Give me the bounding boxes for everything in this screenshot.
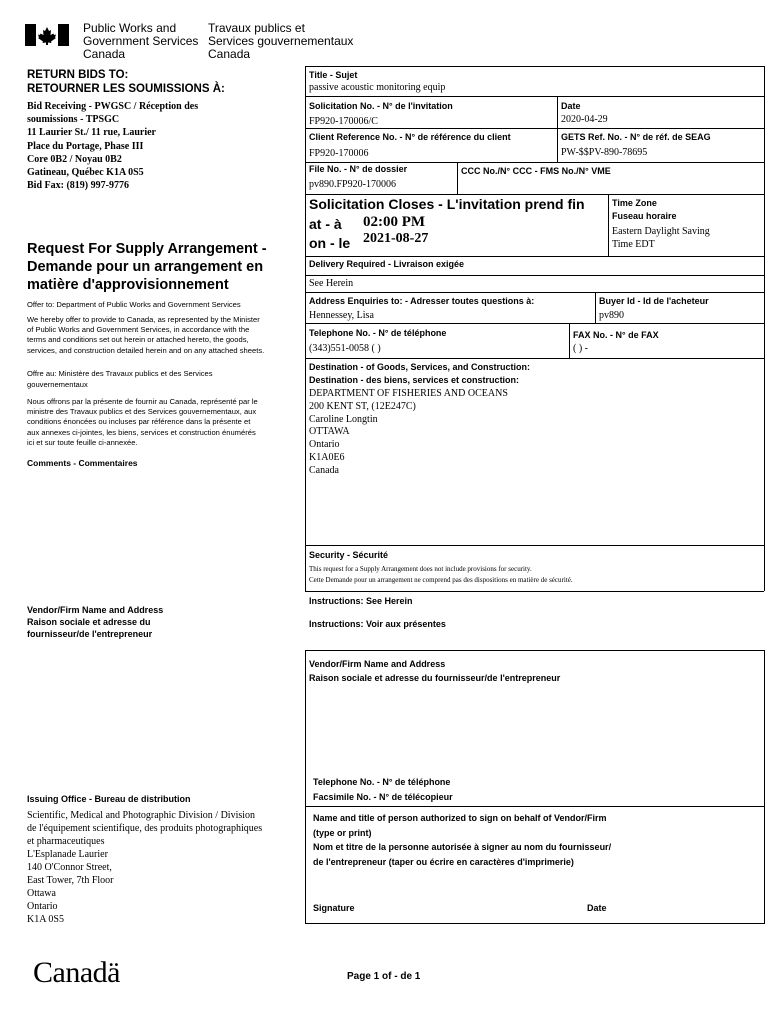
security-text: This request for a Supply Arrangement does not include provisions for security. Cette Demande pour un arrangement ne comprend pas des dispositions en matière de sécurité. xyxy=(309,565,573,584)
title-value: passive acoustic monitoring equip xyxy=(309,82,446,93)
instructions-en: Instructions: See Herein xyxy=(309,596,413,606)
client-ref-label: Client Reference No. - N° de référence du client xyxy=(309,132,511,142)
date-label: Date xyxy=(561,101,581,111)
return-bids-address: Bid Receiving - PWGSC / Réception des soumissions - TPSGC 11 Laurier St./ 11 rue, Laurier Place du Portage, Phase III Core 0B2 / Noyau 0B2 Gatineau, Québec K1A 0S5 Bid Fax: (819) 997-9776 xyxy=(27,101,199,192)
gets-ref-value: PW-$$PV-890-78695 xyxy=(561,147,648,158)
signature-label[interactable]: Signature xyxy=(313,903,355,913)
ccc-label: CCC No./N° CCC - FMS No./N° VME xyxy=(461,166,611,176)
canada-wordmark xyxy=(33,956,120,990)
date-value: 2020-04-29 xyxy=(561,114,608,125)
telephone-value: (343)551-0058 ( ) xyxy=(309,343,381,354)
vendor-telephone-label[interactable]: Telephone No. - N° de téléphone xyxy=(313,777,451,787)
destination-value: DEPARTMENT OF FISHERIES AND OCEANS 200 KENT ST, (12E247C) Caroline Longtin OTTAWA Ontario K1A0E6 Canada xyxy=(309,388,508,476)
security-label: Security - Sécurité xyxy=(309,550,389,560)
delivery-label: Delivery Required - Livraison exigée xyxy=(309,259,465,269)
solicitation-label: Solicitation No. - N° de l'invitation xyxy=(309,101,453,111)
file-no-value: pv890.FP920-170006 xyxy=(309,179,396,190)
department-name-en-line: Public Works and xyxy=(83,21,177,35)
offer-en-text: We hereby offer to provide to Canada, as represented by the Minister of Public Works and Government Services, in accordance with the terms and conditions set out herein or attached hereto, the goods, services, and construction detailed herein and on any attached sheets. xyxy=(27,315,265,355)
destination-label: Destination - of Goods, Services, and Construction: Destination - des biens, services et construction: xyxy=(309,362,531,385)
closes-at-value: 02:00 PM xyxy=(363,214,426,230)
closes-on-label: on - le xyxy=(309,235,351,251)
department-name-fr-line: Services gouvernementaux xyxy=(208,34,354,48)
delivery-value: See Herein xyxy=(309,278,354,289)
closes-at-label: at - à xyxy=(309,216,342,232)
client-ref-value: FP920-170006 xyxy=(309,148,369,159)
offer-en-label: Offer to: Department of Public Works and Government Services xyxy=(27,300,241,309)
title-label: Title - Sujet xyxy=(309,70,358,80)
department-name-fr xyxy=(208,22,353,61)
comments-label: Comments - Commentaires xyxy=(27,458,138,468)
offer-fr-label: Offre au: Ministère des Travaux publics et des Services gouvernementaux xyxy=(27,369,213,389)
department-name-en xyxy=(83,22,198,61)
issuing-office-address: Scientific, Medical and Photographic Division / Division de l'équipement scientifique, des produits photographiques et pharmaceutiques L'Esplanade Laurier 140 O'Connor Street, East Tower, 7th Floor Ottawa Ontario K1A 0S5 xyxy=(27,810,263,925)
buyer-id-label: Buyer Id - Id de l'acheteur xyxy=(599,296,709,306)
fax-value: ( ) - xyxy=(573,343,588,354)
closes-on-value: 2021-08-27 xyxy=(363,231,429,246)
department-name-en-line: Government Services xyxy=(83,34,199,48)
address-enquiries-label: Address Enquiries to: - Adresser toutes questions à: xyxy=(309,296,535,306)
gets-ref-label: GETS Ref. No. - N° de réf. de SEAG xyxy=(561,132,711,142)
fax-label: FAX No. - N° de FAX xyxy=(573,330,659,340)
time-zone-value: Eastern Daylight Saving Time EDT xyxy=(612,226,710,250)
solicitation-closes-label: Solicitation Closes - L'invitation prend fin xyxy=(309,196,585,212)
issuing-office-label: Issuing Office - Bureau de distribution xyxy=(27,794,191,804)
instructions-fr: Instructions: Voir aux présentes xyxy=(309,619,446,629)
offer-fr-text: Nous offrons par la présente de fournir au Canada, représenté par le ministre des Travaux publics et des Services gouvernementaux, aux conditions énoncées ou incluses par référence dans la présente et aux annexes ci-jointes, les biens, services et construction énumérés ici et sur toute feuille ci-annexée. xyxy=(27,397,258,447)
address-enquiries-value: Hennessey, Lisa xyxy=(309,310,374,321)
return-bids-heading xyxy=(27,68,225,96)
canada-flag-icon xyxy=(25,24,69,46)
department-name-fr-line: Travaux publics et xyxy=(208,21,305,35)
time-zone-label: Time Zone Fuseau horaire xyxy=(612,198,677,221)
vendor-facsimile-label[interactable]: Facsimile No. - N° de télécopieur xyxy=(313,792,453,802)
vendor-signature-box xyxy=(305,650,765,924)
telephone-label: Telephone No. - N° de téléphone xyxy=(309,328,447,338)
solicitation-value: FP920-170006/C xyxy=(309,116,378,127)
buyer-id-value: pv890 xyxy=(599,310,624,321)
department-name-fr-line: Canada xyxy=(208,47,251,61)
vendor-firm-label: Vendor/Firm Name and Address Raison sociale et adresse du fournisseur/de l'entrepreneur xyxy=(27,605,164,639)
page-number: Page 1 of - de 1 xyxy=(347,971,421,982)
vendor-box-label[interactable]: Vendor/Firm Name and Address Raison sociale et adresse du fournisseur/de l'entrepreneur xyxy=(309,659,561,683)
return-bids-title-en: RETURN BIDS TO: xyxy=(27,69,129,81)
canada-wordmark-text: Canadä xyxy=(33,956,120,989)
return-bids-title-fr: RETOURNER LES SOUMISSIONS À: xyxy=(27,83,225,95)
request-title: Request For Supply Arrangement - Demande pour un arrangement en matière d'approvisionnement xyxy=(27,241,267,293)
file-no-label: File No. - N° de dossier xyxy=(309,164,408,174)
authorized-name-title-label[interactable]: Name and title of person authorized to sign on behalf of Vendor/Firm (type or print) Nom et titre de la personne autorisée à signer au nom du fournisseur/ de l'entrepreneur (taper ou écrire en caractères d'imprimerie) xyxy=(313,813,612,867)
department-name-en-line: Canada xyxy=(83,47,126,61)
signature-date-label[interactable]: Date xyxy=(587,903,607,913)
